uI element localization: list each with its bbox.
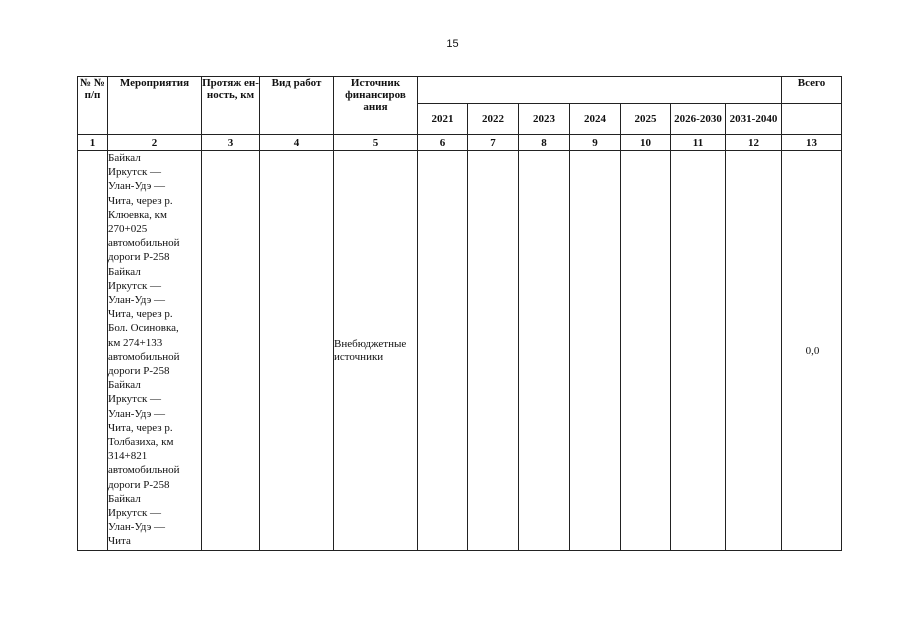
column-number: 5 [334,135,418,151]
measure-line: Улан-Удэ — [108,521,166,534]
header-total-blank [782,104,842,135]
measure-line: Байкал [108,492,141,505]
measure-line: Клюевка, км [108,208,167,221]
column-number: 4 [260,135,334,151]
header-year: 2023 [519,104,570,135]
header-year: 2025 [621,104,671,135]
column-number: 2 [108,135,202,151]
funding-source-cell: Внебюджетные источники [334,151,418,551]
measure-cell [108,151,202,551]
measure-line: Толбазиха, км [108,436,174,449]
header-funding-source: Источник финансиров ания [334,77,418,135]
column-number: 9 [570,135,621,151]
column-number: 12 [726,135,782,151]
measure-line: Иркутск — [108,393,162,406]
measure-line: Байкал [108,265,141,278]
measure-line: Иркутск — [108,507,162,520]
measure-line: км 274+133 [108,336,163,349]
year-value-cell [621,151,671,551]
measure-line: дороги Р-258 [108,478,170,491]
column-number: 3 [202,135,260,151]
column-number: 1 [78,135,108,151]
header-total: Всего [782,77,842,104]
measure-line: 270+025 [108,223,148,236]
year-value-cell [570,151,621,551]
measure-line: дороги Р-258 [108,365,170,378]
column-number: 11 [671,135,726,151]
measure-line: Байкал [108,379,141,392]
measure-line: Улан-Удэ — [108,180,166,193]
total-value: 0,0 [805,344,820,357]
measure-line: Чита, через р. [108,308,173,321]
measure-line: Улан-Удэ — [108,407,166,420]
year-value-cell [468,151,519,551]
measure-line: 314+821 [108,450,148,463]
column-number: 7 [468,135,519,151]
column-number: 13 [782,135,842,151]
year-value-cell [418,151,468,551]
measure-line: Чита, через р. [108,421,173,434]
header-number: № № п/п [78,77,108,135]
column-number: 8 [519,135,570,151]
year-value-cell [671,151,726,551]
column-number: 6 [418,135,468,151]
year-value-cell [519,151,570,551]
header-year: 2026-2030 [671,104,726,135]
column-number: 10 [621,135,671,151]
measure-line: автомобильной [108,350,180,363]
measure-line: Чита, через р. [108,194,173,207]
measure-line: Бол. Осиновка, [108,322,179,335]
measure-line: Чита [108,535,131,548]
measure-line: автомобильной [108,237,180,250]
measure-line: Улан-Удэ — [108,294,166,307]
header-work-type: Вид работ [260,77,334,135]
financing-table [77,76,842,551]
header-year: 2021 [418,104,468,135]
work-type-cell [260,151,334,551]
page-number: 15 [446,38,459,50]
header-length: Протяж ен- ность, км [202,77,260,135]
header-years-group [418,77,782,104]
measure-line: Иркутск — [108,279,162,292]
measure-line: автомобильной [108,464,180,477]
length-cell [202,151,260,551]
measure-line: дороги Р-258 [108,251,170,264]
header-year: 2024 [570,104,621,135]
measure-line: Иркутск — [108,166,162,179]
year-value-cell [726,151,782,551]
header-measures: Мероприятия [108,77,202,135]
measure-text [108,151,201,549]
row-number-cell [78,151,108,551]
total-cell [782,151,842,551]
measure-line: Байкал [108,152,141,164]
header-year: 2031-2040 [726,104,782,135]
header-year: 2022 [468,104,519,135]
